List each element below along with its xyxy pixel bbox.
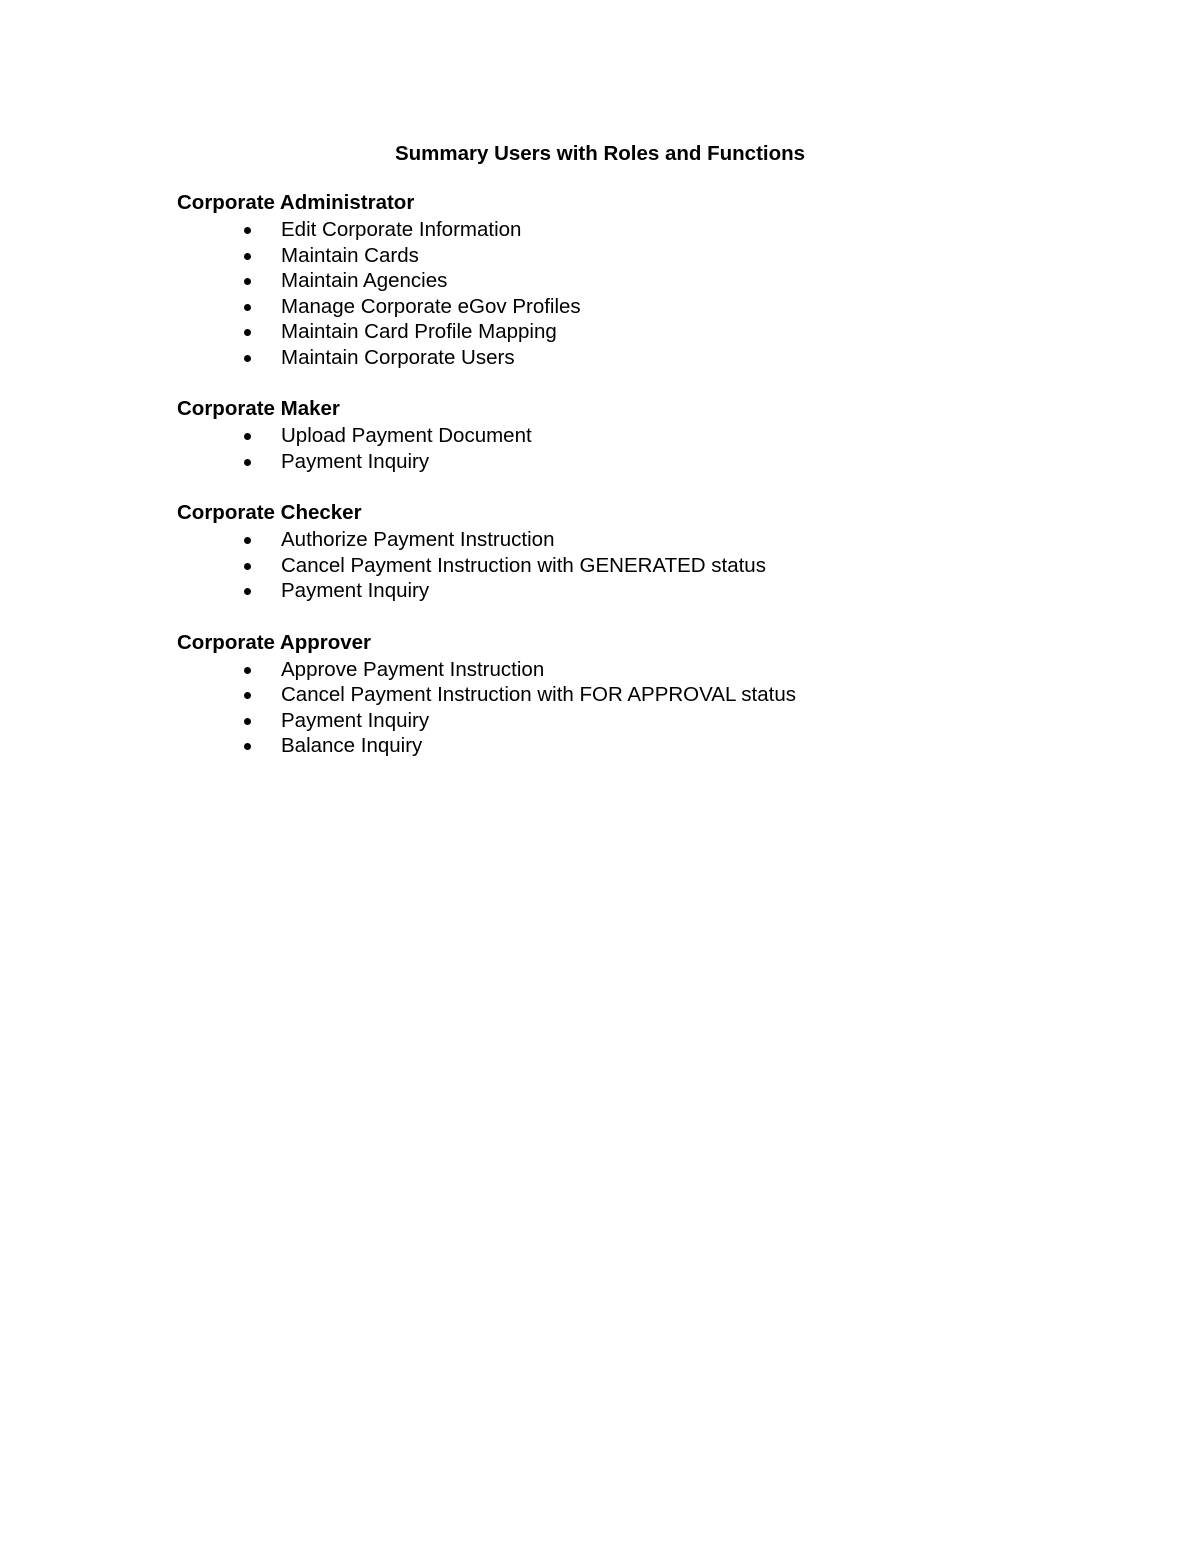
list-item bbox=[177, 657, 1077, 683]
list-item bbox=[177, 345, 1077, 371]
list-item bbox=[177, 294, 1077, 320]
list-item-text: Maintain Card Profile Mapping bbox=[281, 320, 557, 343]
list-item bbox=[177, 553, 1077, 579]
list-item bbox=[177, 217, 1077, 243]
list-item bbox=[177, 708, 1077, 734]
list-item-text: Payment Inquiry bbox=[281, 708, 430, 732]
list-item bbox=[177, 527, 1077, 553]
bullet-icon bbox=[244, 227, 251, 234]
function-list bbox=[177, 423, 1077, 474]
list-item-text: Cancel Payment Instruction with FOR APPROVAL status bbox=[281, 683, 796, 706]
bullet-icon bbox=[244, 355, 251, 362]
list-item-text: Payment Inquiry bbox=[281, 449, 430, 473]
bullet-icon bbox=[244, 329, 251, 336]
list-item-text: Upload Payment Document bbox=[281, 424, 532, 447]
list-item-text: Approve Payment Instruction bbox=[281, 657, 545, 681]
section-heading: Corporate Maker bbox=[177, 397, 340, 420]
list-item bbox=[177, 319, 1077, 345]
list-item bbox=[177, 449, 1077, 475]
list-item-text: Maintain Agencies bbox=[281, 269, 448, 292]
list-item-text: Edit Corporate Information bbox=[281, 218, 522, 241]
bullet-icon bbox=[244, 253, 251, 260]
bullet-icon bbox=[244, 692, 251, 699]
list-item bbox=[177, 578, 1077, 604]
function-list bbox=[177, 657, 1077, 759]
list-item-text: Balance Inquiry bbox=[281, 734, 423, 757]
list-item bbox=[177, 268, 1077, 294]
section-corporate-approver bbox=[177, 629, 1077, 759]
bullet-icon bbox=[244, 667, 251, 674]
list-item bbox=[177, 733, 1077, 759]
document-title: Summary Users with Roles and Functions bbox=[394, 142, 806, 165]
bullet-icon bbox=[244, 278, 251, 285]
bullet-icon bbox=[244, 537, 251, 544]
section-heading: Corporate Administrator bbox=[177, 191, 415, 214]
section-corporate-administrator bbox=[177, 189, 1077, 370]
bullet-icon bbox=[244, 718, 251, 725]
function-list bbox=[177, 527, 1077, 604]
bullet-icon bbox=[244, 588, 251, 595]
list-item bbox=[177, 682, 1077, 708]
section-corporate-maker bbox=[177, 395, 1077, 474]
list-item-text: Maintain Cards bbox=[281, 243, 419, 267]
section-heading: Corporate Approver bbox=[177, 630, 372, 654]
list-item-text: Payment Inquiry bbox=[281, 579, 430, 602]
bullet-icon bbox=[244, 459, 251, 466]
bullet-icon bbox=[244, 563, 251, 570]
list-item bbox=[177, 243, 1077, 269]
section-corporate-checker bbox=[177, 499, 1077, 604]
list-item-text: Maintain Corporate Users bbox=[281, 345, 515, 369]
role-sections bbox=[177, 189, 1077, 784]
section-heading: Corporate Checker bbox=[177, 501, 362, 524]
bullet-icon bbox=[244, 433, 251, 440]
function-list bbox=[177, 217, 1077, 370]
bullet-icon bbox=[244, 304, 251, 311]
list-item-text: Manage Corporate eGov Profiles bbox=[281, 294, 581, 318]
bullet-icon bbox=[244, 743, 251, 750]
list-item-text: Cancel Payment Instruction with GENERATED status bbox=[281, 553, 766, 577]
list-item-text: Authorize Payment Instruction bbox=[281, 528, 555, 551]
list-item bbox=[177, 423, 1077, 449]
